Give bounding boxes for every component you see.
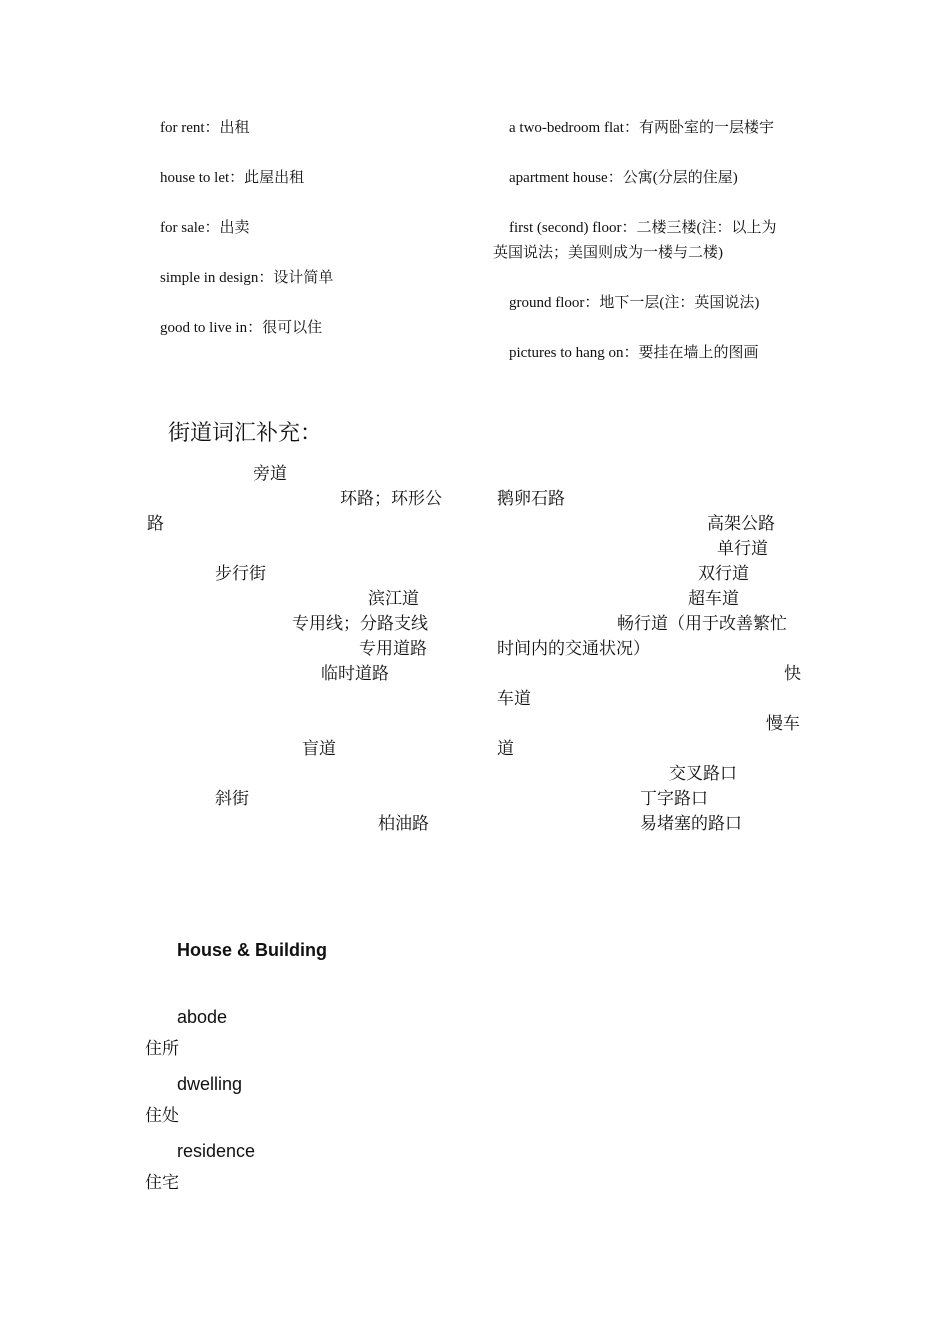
term-first-second-floor-cont: 英国说法；美国则成为一楼与二楼)	[493, 245, 723, 261]
street-term-fast-lane-cont: 车道	[497, 689, 531, 709]
house-term-residence: residence	[177, 1141, 256, 1161]
term-first-second-floor: first (second) floor：二楼三楼(注：以上为	[509, 220, 777, 236]
term-ground-floor: ground floor：地下一层(注：英国说法)	[509, 295, 760, 311]
street-term-pedestrian-street: 步行街	[215, 564, 266, 584]
street-term-fast-lane: 快	[784, 664, 801, 684]
term-pictures-to-hang-on: pictures to hang on：要挂在墙上的图画	[509, 345, 759, 361]
term-good-to-live-in: good to live in：很可以住	[160, 320, 323, 336]
term-two-bedroom-flat: a two-bedroom flat：有两卧室的一层楼宇	[509, 120, 774, 136]
street-term-ring-road-cont: 路	[147, 514, 164, 534]
house-term-dwelling-zh: 住处	[145, 1106, 179, 1126]
street-term-clearway: 畅行道（用于改善繁忙	[617, 614, 787, 634]
street-term-bypass: 旁道	[253, 464, 287, 484]
house-heading: House & Building	[177, 940, 327, 960]
term-apartment-house: apartment house：公寓(分层的住屋)	[509, 170, 738, 186]
street-term-overtaking-lane: 超车道	[688, 589, 739, 609]
street-term-t-junction: 丁字路口	[640, 789, 708, 809]
street-term-bottleneck: 易堵塞的路口	[640, 814, 742, 834]
house-term-dwelling: dwelling	[177, 1074, 243, 1094]
street-term-elevated-highway: 高架公路	[707, 514, 775, 534]
street-term-temporary-road: 临时道路	[321, 664, 389, 684]
street-term-intersection: 交叉路口	[669, 764, 737, 784]
house-term-abode-zh: 住所	[145, 1039, 179, 1059]
street-term-ring-road: 环路；环形公	[340, 489, 442, 509]
term-house-to-let: house to let：此屋出租	[160, 170, 305, 186]
street-term-spur-line: 专用线；分路支线	[292, 614, 428, 634]
street-term-blind-lane: 盲道	[302, 739, 336, 759]
street-term-riverside-road: 滨江道	[368, 589, 419, 609]
street-term-slow-lane-cont: 道	[497, 739, 514, 759]
street-term-oblique-street: 斜街	[215, 789, 249, 809]
term-for-rent: for rent：出租	[160, 120, 250, 136]
house-term-abode: abode	[177, 1007, 228, 1027]
street-term-one-way: 单行道	[717, 539, 768, 559]
street-term-slow-lane: 慢车	[766, 714, 800, 734]
street-term-two-way: 双行道	[698, 564, 749, 584]
term-simple-in-design: simple in design：设计简单	[160, 270, 334, 286]
term-for-sale: for sale：出卖	[160, 220, 250, 236]
street-term-asphalt-road: 柏油路	[378, 814, 429, 834]
street-heading: 街道词汇补充：	[168, 421, 323, 446]
street-term-cobblestone-road: 鹅卵石路	[497, 489, 565, 509]
street-term-private-road: 专用道路	[359, 639, 427, 659]
street-term-clearway-cont: 时间内的交通状况）	[497, 639, 650, 659]
house-term-residence-zh: 住宅	[145, 1173, 179, 1193]
